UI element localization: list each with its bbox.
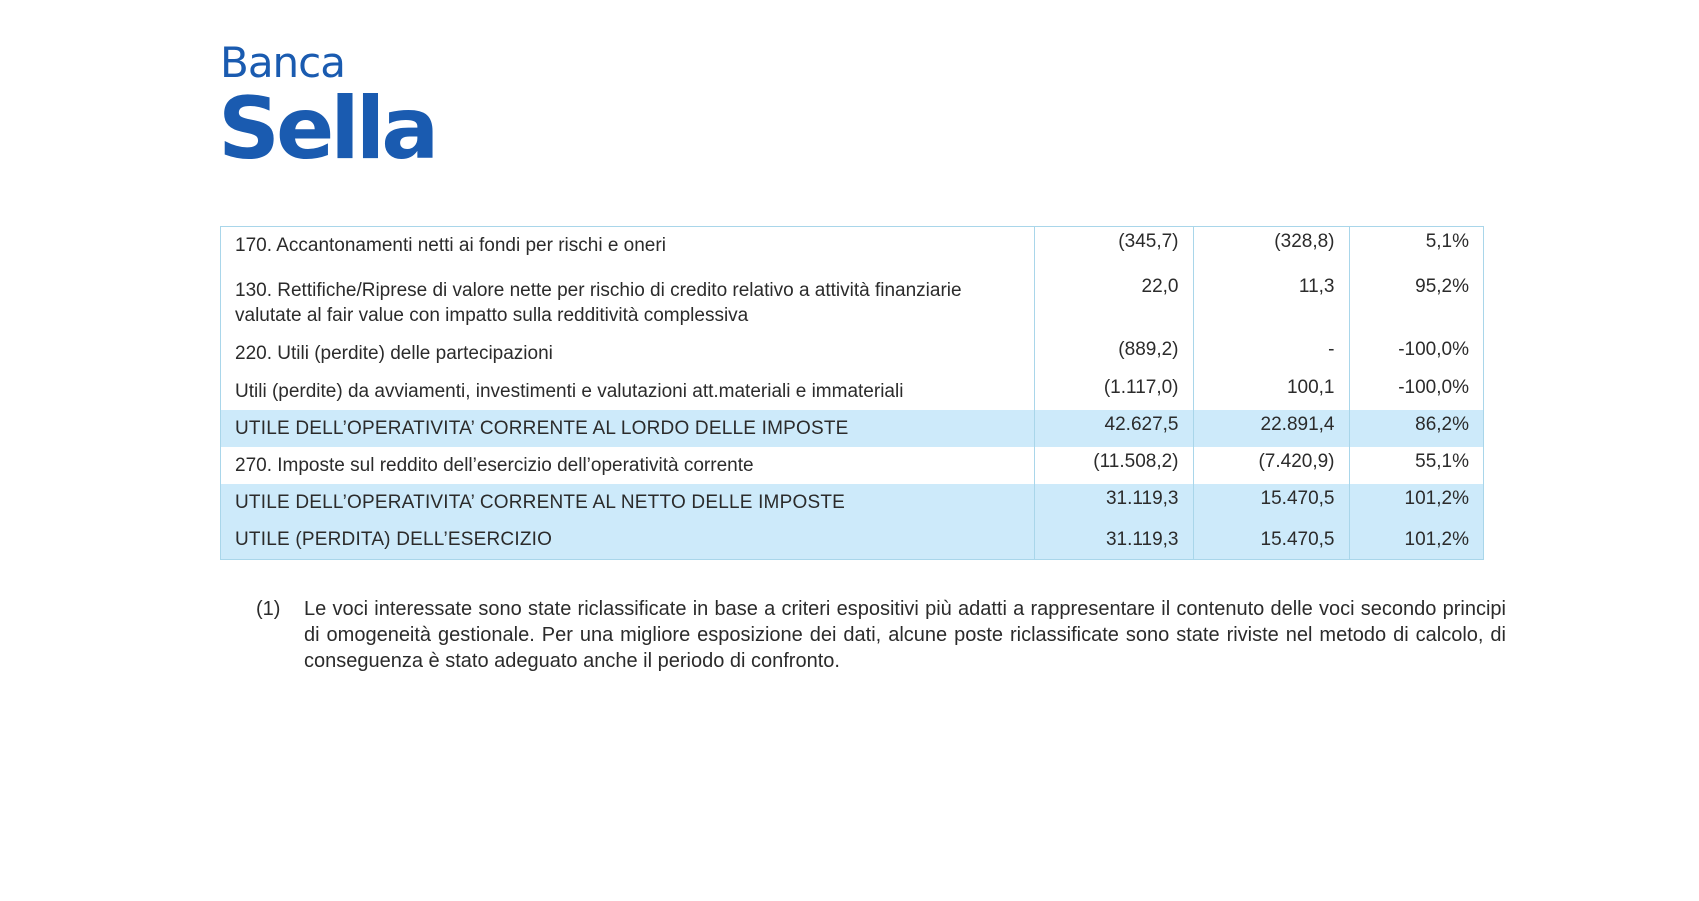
table-row bbox=[221, 373, 1483, 410]
logo-line-banca: Banca bbox=[220, 38, 345, 87]
row-value-current: (889,2) bbox=[1034, 335, 1193, 373]
row-value-change: -100,0% bbox=[1349, 335, 1483, 373]
row-value-change: 95,2% bbox=[1349, 272, 1483, 335]
row-label: UTILE DELL’OPERATIVITA’ CORRENTE AL NETTO DELLE IMPOSTE bbox=[221, 484, 1034, 521]
table-row-highlight bbox=[221, 410, 1483, 447]
row-value-change: -100,0% bbox=[1349, 373, 1483, 410]
row-label: UTILE (PERDITA) DELL’ESERCIZIO bbox=[221, 521, 1034, 559]
footnote-text: Le voci interessate sono state riclassificate in base a criteri espositivi più adatti a rappresentare il contenuto delle voci secondo principi di omogeneità gestionale. Per una migliore esposizione dei dati, alcune poste riclassificate sono state riviste nel metodo di calcolo, di conseguenza è stato adeguato anche il periodo di confronto. bbox=[304, 598, 1506, 672]
row-label: 170. Accantonamenti netti ai fondi per rischi e oneri bbox=[235, 235, 666, 256]
row-value-change: 101,2% bbox=[1349, 521, 1483, 559]
row-value-current: (11.508,2) bbox=[1034, 447, 1193, 484]
row-value-current: 31.119,3 bbox=[1034, 484, 1193, 521]
table-row bbox=[221, 227, 1483, 272]
footnote bbox=[256, 596, 1506, 674]
row-label: UTILE DELL’OPERATIVITA’ CORRENTE AL LORDO DELLE IMPOSTE bbox=[221, 410, 1034, 447]
table-body bbox=[221, 227, 1483, 559]
row-value-previous: 100,1 bbox=[1193, 373, 1349, 410]
table-row bbox=[221, 447, 1483, 484]
row-value-current: (1.117,0) bbox=[1034, 373, 1193, 410]
row-label: 270. Imposte sul reddito dell’esercizio dell’operatività corrente bbox=[235, 455, 754, 476]
table-row bbox=[221, 335, 1483, 373]
bank-logo bbox=[220, 40, 450, 180]
row-value-current: 31.119,3 bbox=[1034, 521, 1193, 559]
row-value-current: (345,7) bbox=[1034, 227, 1193, 272]
row-value-change: 101,2% bbox=[1349, 484, 1483, 521]
table-row bbox=[221, 272, 1483, 335]
row-label: 220. Utili (perdite) delle partecipazioni bbox=[235, 343, 553, 364]
row-value-change: 5,1% bbox=[1349, 227, 1483, 272]
row-label: 130. Rettifiche/Riprese di valore nette per rischio di credito relativo a attività finanziarie valutate al fair value con impatto sulla redditività complessiva bbox=[235, 280, 962, 326]
income-statement-table bbox=[220, 226, 1484, 560]
row-value-previous: (7.420,9) bbox=[1193, 447, 1349, 484]
row-value-current: 42.627,5 bbox=[1034, 410, 1193, 447]
row-value-previous: 15.470,5 bbox=[1193, 521, 1349, 559]
row-value-change: 55,1% bbox=[1349, 447, 1483, 484]
row-label: Utili (perdite) da avviamenti, investimenti e valutazioni att.materiali e immateriali bbox=[235, 381, 904, 402]
row-value-current: 22,0 bbox=[1034, 272, 1193, 335]
row-value-previous: 22.891,4 bbox=[1193, 410, 1349, 447]
row-value-previous: 11,3 bbox=[1193, 272, 1349, 335]
row-value-previous: 15.470,5 bbox=[1193, 484, 1349, 521]
row-value-previous: (328,8) bbox=[1193, 227, 1349, 272]
row-value-change: 86,2% bbox=[1349, 410, 1483, 447]
table-row-highlight bbox=[221, 484, 1483, 521]
row-value-previous: - bbox=[1193, 335, 1349, 373]
logo-line-sella: Sella bbox=[218, 79, 436, 179]
footnote-marker: (1) bbox=[256, 598, 281, 620]
table-row-highlight bbox=[221, 521, 1483, 559]
